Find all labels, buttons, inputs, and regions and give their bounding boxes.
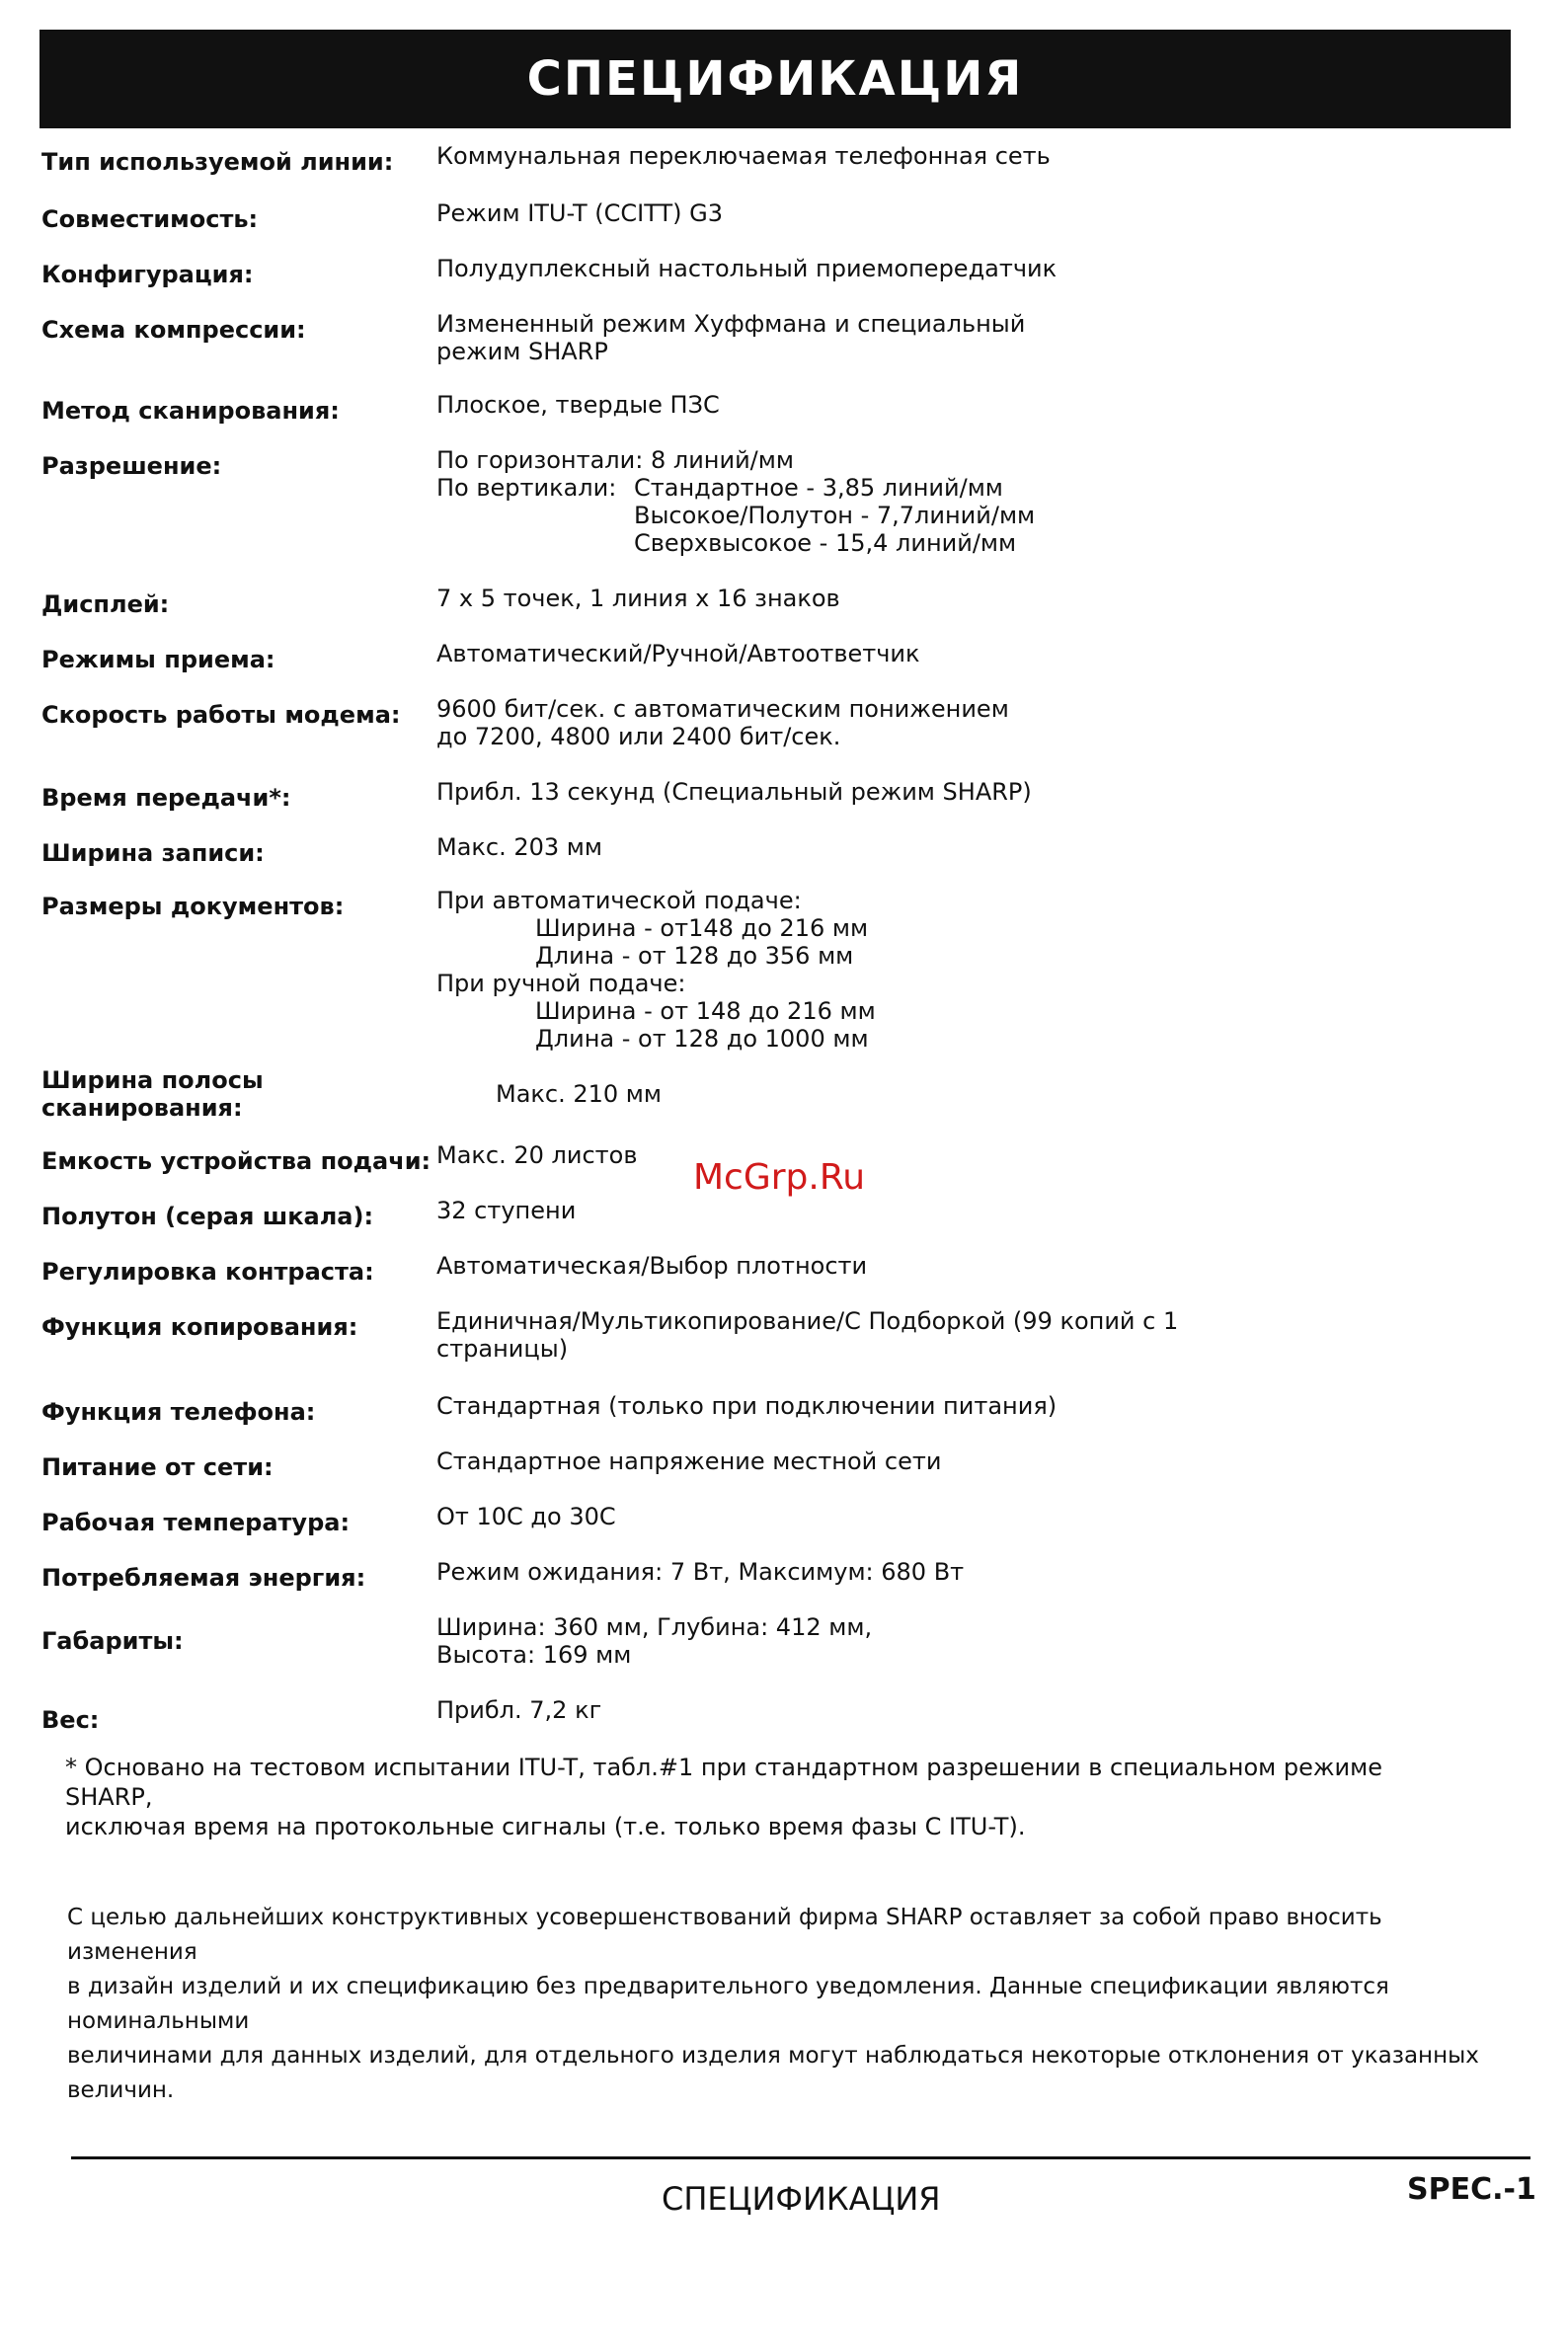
spec-label: Совместимость: xyxy=(41,205,259,233)
spec-label: Функция копирования: xyxy=(41,1313,358,1341)
spec-label: Вес: xyxy=(41,1706,100,1734)
spec-row-power-consumption xyxy=(41,1554,1444,1609)
spec-row-compression xyxy=(41,306,1444,387)
spec-label: Регулировка контраста: xyxy=(41,1258,374,1286)
footer-title: СПЕЦИФИКАЦИЯ xyxy=(662,2180,941,2218)
spec-row-dimensions xyxy=(41,1609,1444,1692)
spec-row-halftone xyxy=(41,1193,1444,1248)
spec-value: От 10С до 30С xyxy=(436,1503,616,1530)
spec-value: Измененный режим Хуффмана и специальный режим SHARP xyxy=(436,310,1026,365)
spec-value: Макс. 203 мм xyxy=(436,833,603,861)
spec-value: Режим ожидания: 7 Вт, Максимум: 680 Вт xyxy=(436,1558,965,1586)
footnote: * Основано на тестовом испытании ITU-T, табл.#1 при стандартном разрешении в специальном режиме SHARP, исключая время на протокольные сигналы (т.е. только время фазы С ITU-T). xyxy=(65,1754,1382,1840)
spec-value: 9600 бит/сек. с автоматическим понижением до 7200, 4800 или 2400 бит/сек. xyxy=(436,695,1009,750)
spec-label: Дисплей: xyxy=(41,590,170,618)
spec-row-operating-temperature xyxy=(41,1499,1444,1554)
spec-row-configuration xyxy=(41,251,1444,306)
spec-value: Прибл. 7,2 кг xyxy=(436,1696,602,1724)
spec-value: Макс. 20 листов xyxy=(436,1141,638,1169)
spec-row-phone-function xyxy=(41,1388,1444,1444)
spec-row-contrast xyxy=(41,1248,1444,1303)
spec-label: Рабочая температура: xyxy=(41,1509,351,1536)
spec-row-scan-width xyxy=(41,1056,1444,1137)
spec-label: Потребляемая энергия: xyxy=(41,1564,366,1592)
spec-value: 32 ступени xyxy=(436,1197,577,1224)
spec-value: По горизонтали: 8 линий/мм По вертикали: Стандартное - 3,85 линий/мм Высокое/Полутон - 7,7линий/мм Сверхвысокое - 15,4 линий/мм xyxy=(436,446,1036,557)
spec-row-copy-function xyxy=(41,1303,1444,1388)
spec-value: Полудуплексный настольный приемопередатчик xyxy=(436,255,1058,282)
spec-label: Конфигурация: xyxy=(41,261,254,288)
page-title: СПЕЦИФИКАЦИЯ xyxy=(39,30,1511,128)
spec-value: 7 х 5 точек, 1 линия х 16 знаков xyxy=(436,585,840,612)
spec-row-compatibility xyxy=(41,196,1444,251)
spec-label: Габариты: xyxy=(41,1627,184,1655)
spec-value: Стандартное напряжение местной сети xyxy=(436,1447,942,1475)
spec-row-scanning-method xyxy=(41,387,1444,442)
spec-label: Метод сканирования: xyxy=(41,397,340,425)
spec-value: Автоматический/Ручной/Автоответчик xyxy=(436,640,920,667)
page-number: SPEC.-1 xyxy=(1407,2172,1536,2207)
spec-row-display xyxy=(41,581,1444,636)
spec-row-line-type xyxy=(41,138,1444,196)
spec-label: Емкость устройства подачи: xyxy=(41,1147,431,1175)
spec-label: Ширина записи: xyxy=(41,839,265,867)
spec-value: Коммунальная переключаемая телефонная сеть xyxy=(436,142,1051,170)
spec-table xyxy=(41,138,1444,1748)
disclaimer: С целью дальнейших конструктивных усовершенствований фирма SHARP оставляет за собой право вносить изменения в дизайн изделий и их спецификацию без предварительного уведомления. Данные спецификации являются номинальными величинами для данных изделий, для отдельного изделия могут наблюдаться некоторые отклонения от указанных величин. xyxy=(67,1905,1479,2103)
spec-value: Режим ITU-T (CCITT) G3 xyxy=(436,199,723,227)
spec-label: Ширина полосы сканирования: xyxy=(41,1066,264,1122)
spec-row-resolution xyxy=(41,442,1444,581)
spec-label: Время передачи*: xyxy=(41,784,291,812)
spec-value: Единичная/Мультикопирование/С Подборкой (99 копий с 1 страницы) xyxy=(436,1307,1179,1363)
spec-value: При автоматической подаче: Ширина - от148 до 216 мм Длина - от 128 до 356 мм При ручной подаче: Ширина - от 148 до 216 мм Длина - от 128 до 1000 мм xyxy=(436,887,876,1053)
watermark: McGrp.Ru xyxy=(693,1157,866,1198)
spec-label: Питание от сети: xyxy=(41,1453,274,1481)
spec-row-document-sizes xyxy=(41,883,1444,1056)
spec-row-modem-speed xyxy=(41,691,1444,774)
spec-label: Полутон (серая шкала): xyxy=(41,1203,374,1230)
spec-value: Автоматическая/Выбор плотности xyxy=(436,1252,868,1280)
spec-value: Прибл. 13 секунд (Специальный режим SHARP) xyxy=(436,778,1032,806)
spec-value: Плоское, твердые ПЗС xyxy=(436,391,720,419)
spec-label: Схема компрессии: xyxy=(41,316,306,344)
spec-row-weight xyxy=(41,1692,1444,1748)
spec-label: Разрешение: xyxy=(41,452,222,480)
spec-row-power-supply xyxy=(41,1444,1444,1499)
spec-row-transmission-time xyxy=(41,774,1444,829)
spec-row-recording-width xyxy=(41,829,1444,883)
spec-label: Режимы приема: xyxy=(41,646,275,673)
spec-row-receive-modes xyxy=(41,636,1444,691)
spec-value: Стандартная (только при подключении питания) xyxy=(436,1392,1058,1420)
spec-label: Скорость работы модема: xyxy=(41,701,401,729)
spec-label: Функция телефона: xyxy=(41,1398,316,1426)
spec-value: Ширина: 360 мм, Глубина: 412 мм, Высота: 169 мм xyxy=(436,1613,873,1669)
spec-value: Макс. 210 мм xyxy=(496,1080,663,1108)
spec-label: Тип используемой линии: xyxy=(41,148,394,176)
footer-divider xyxy=(71,2156,1530,2159)
spec-label: Размеры документов: xyxy=(41,893,345,920)
